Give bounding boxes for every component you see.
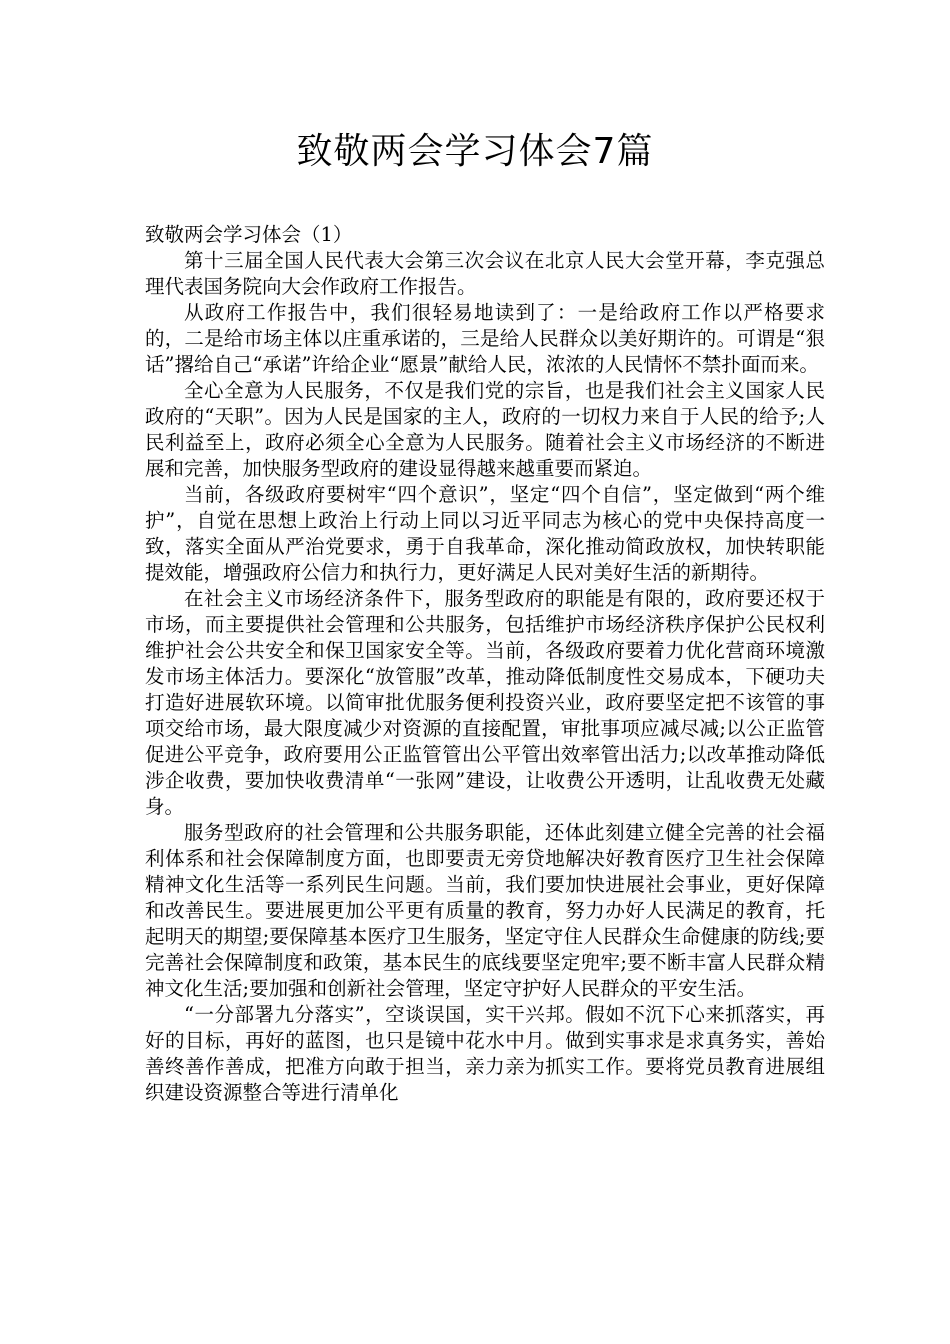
- paragraph: 从政府工作报告中，我们很轻易地读到了：一是给政府工作以严格要求的，二是给市场主体以庄重承诺的，三是给人民群众以美好期许的。可谓是“狠话”撂给自己“承诺”许给企业“愿景”献给人民，浓浓的人民情怀不禁扑面而来。: [145, 301, 825, 376]
- document-title: 致敬两会学习体会7篇: [296, 131, 654, 172]
- paragraph: 第十三届全国人民代表大会第三次会议在北京人民大会堂开幕，李克强总理代表国务院向大会作政府工作报告。: [145, 249, 825, 298]
- paragraph: 在社会主义市场经济条件下，服务型政府的职能是有限的，政府要还权于市场，而主要提供社会管理和公共服务，包括维护市场经济秩序保护公民权利维护社会公共安全和保卫国家安全等。当前，各级政府要着力优化营商环境激发市场主体活力。要深化“放管服”改革，推动降低制度性交易成本，下硬功夫打造好进展软环境。以简审批优服务便利投资兴业，政府要坚定把不该管的事项交给市场，最大限度减少对资源的直接配置，审批事项应减尽减;以公正监管促进公平竞争，政府要用公正监管管出公平管出效率管出活力;以改革推动降低涉企收费，要加快收费清单“一张网”建设，让收费公开透明，让乱收费无处藏身。: [145, 587, 825, 818]
- section-heading: 致敬两会学习体会（1）: [145, 223, 353, 246]
- paragraph: 全心全意为人民服务，不仅是我们党的宗旨，也是我们社会主义国家人民政府的“天职”。因为人民是国家的主人，政府的一切权力来自于人民的给予;人民利益至上，政府必须全心全意为人民服务。随着社会主义市场经济的不断进展和完善，加快服务型政府的建设显得越来越重要而紧迫。: [145, 379, 825, 480]
- document-body: [145, 222, 825, 1106]
- paragraph: “一分部署九分落实”，空谈误国，实干兴邦。假如不沉下心来抓落实，再好的目标，再好的蓝图，也只是镜中花水中月。做到实事求是求真务实，善始善终善作善成，把准方向敢于担当，亲力亲为抓实工作。要将党员教育进展组织建设资源整合等进行清单化: [145, 1003, 825, 1104]
- paragraph: 当前，各级政府要树牢“四个意识”，坚定“四个自信”，坚定做到“两个维护”，自觉在思想上政治上行动上同以习近平同志为核心的党中央保持高度一致，落实全面从严治党要求，勇于自我革命，深化推动简政放权，加快转职能提效能，增强政府公信力和执行力，更好满足人民对美好生活的新期待。: [145, 483, 825, 584]
- paragraph: 服务型政府的社会管理和公共服务职能，还体此刻建立健全完善的社会福利体系和社会保障制度方面，也即要责无旁贷地解决好教育医疗卫生社会保障精神文化生活等一系列民生问题。当前，我们要加快进展社会事业，更好保障和改善民生。要进展更加公平更有质量的教育，努力办好人民满足的教育，托起明天的期望;要保障基本医疗卫生服务，坚定守住人民群众生命健康的防线;要完善社会保障制度和政策，基本民生的底线要坚定兜牢;要不断丰富人民群众精神文化生活;要加强和创新社会管理，坚定守护好人民群众的平安生活。: [145, 821, 825, 1000]
